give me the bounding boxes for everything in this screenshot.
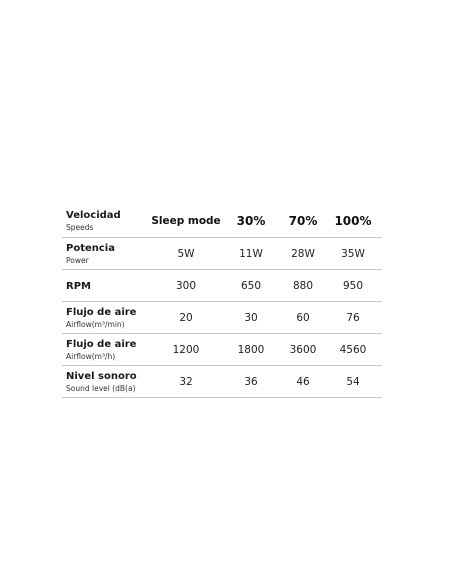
table-cell: 54 — [346, 375, 360, 388]
table-row-airflow-hour — [62, 334, 382, 366]
table-cell: 4560 — [339, 343, 367, 356]
table-cell: 28W — [291, 247, 315, 260]
table-cell: 650 — [240, 279, 262, 292]
column-header-30: 30% — [236, 213, 266, 228]
table-cell: 5W — [177, 247, 195, 260]
column-header-70: 70% — [288, 213, 318, 228]
row-label: Flujo de aire — [66, 339, 137, 350]
table-cell: 35W — [341, 247, 365, 260]
row-sublabel: Airflow(m³/min) — [66, 320, 125, 329]
row-sublabel: Power — [66, 256, 89, 265]
row-label: Potencia — [66, 243, 115, 254]
table-cell: 1800 — [237, 343, 265, 356]
speed-label: Velocidad — [66, 210, 121, 221]
table-cell: 950 — [342, 279, 364, 292]
table-row-sound-level — [62, 366, 382, 398]
table-row-power — [62, 238, 382, 270]
specs-table — [62, 204, 382, 398]
table-row-rpm — [62, 270, 382, 302]
table-cell: 36 — [244, 375, 258, 388]
row-label: RPM — [66, 281, 91, 292]
row-label: Nivel sonoro — [66, 371, 137, 382]
table-cell: 880 — [292, 279, 314, 292]
table-cell: 76 — [346, 311, 360, 324]
table-cell: 11W — [239, 247, 263, 260]
table-cell: 32 — [179, 375, 193, 388]
table-cell: 3600 — [289, 343, 317, 356]
table-row-airflow-min — [62, 302, 382, 334]
table-header-row — [62, 204, 382, 238]
table-cell: 46 — [296, 375, 310, 388]
table-cell: 1200 — [172, 343, 200, 356]
table-cell: 300 — [175, 279, 197, 292]
column-header-100: 100% — [334, 213, 372, 228]
row-label: Flujo de aire — [66, 307, 137, 318]
speed-sublabel: Speeds — [66, 223, 94, 232]
row-sublabel: Sound level (dB(a) — [66, 384, 136, 393]
table-cell: 20 — [179, 311, 193, 324]
column-header-sleep: Sleep mode — [151, 214, 221, 227]
row-sublabel: Airflow(m³/h) — [66, 352, 116, 361]
table-cell: 60 — [296, 311, 310, 324]
table-cell: 30 — [244, 311, 258, 324]
